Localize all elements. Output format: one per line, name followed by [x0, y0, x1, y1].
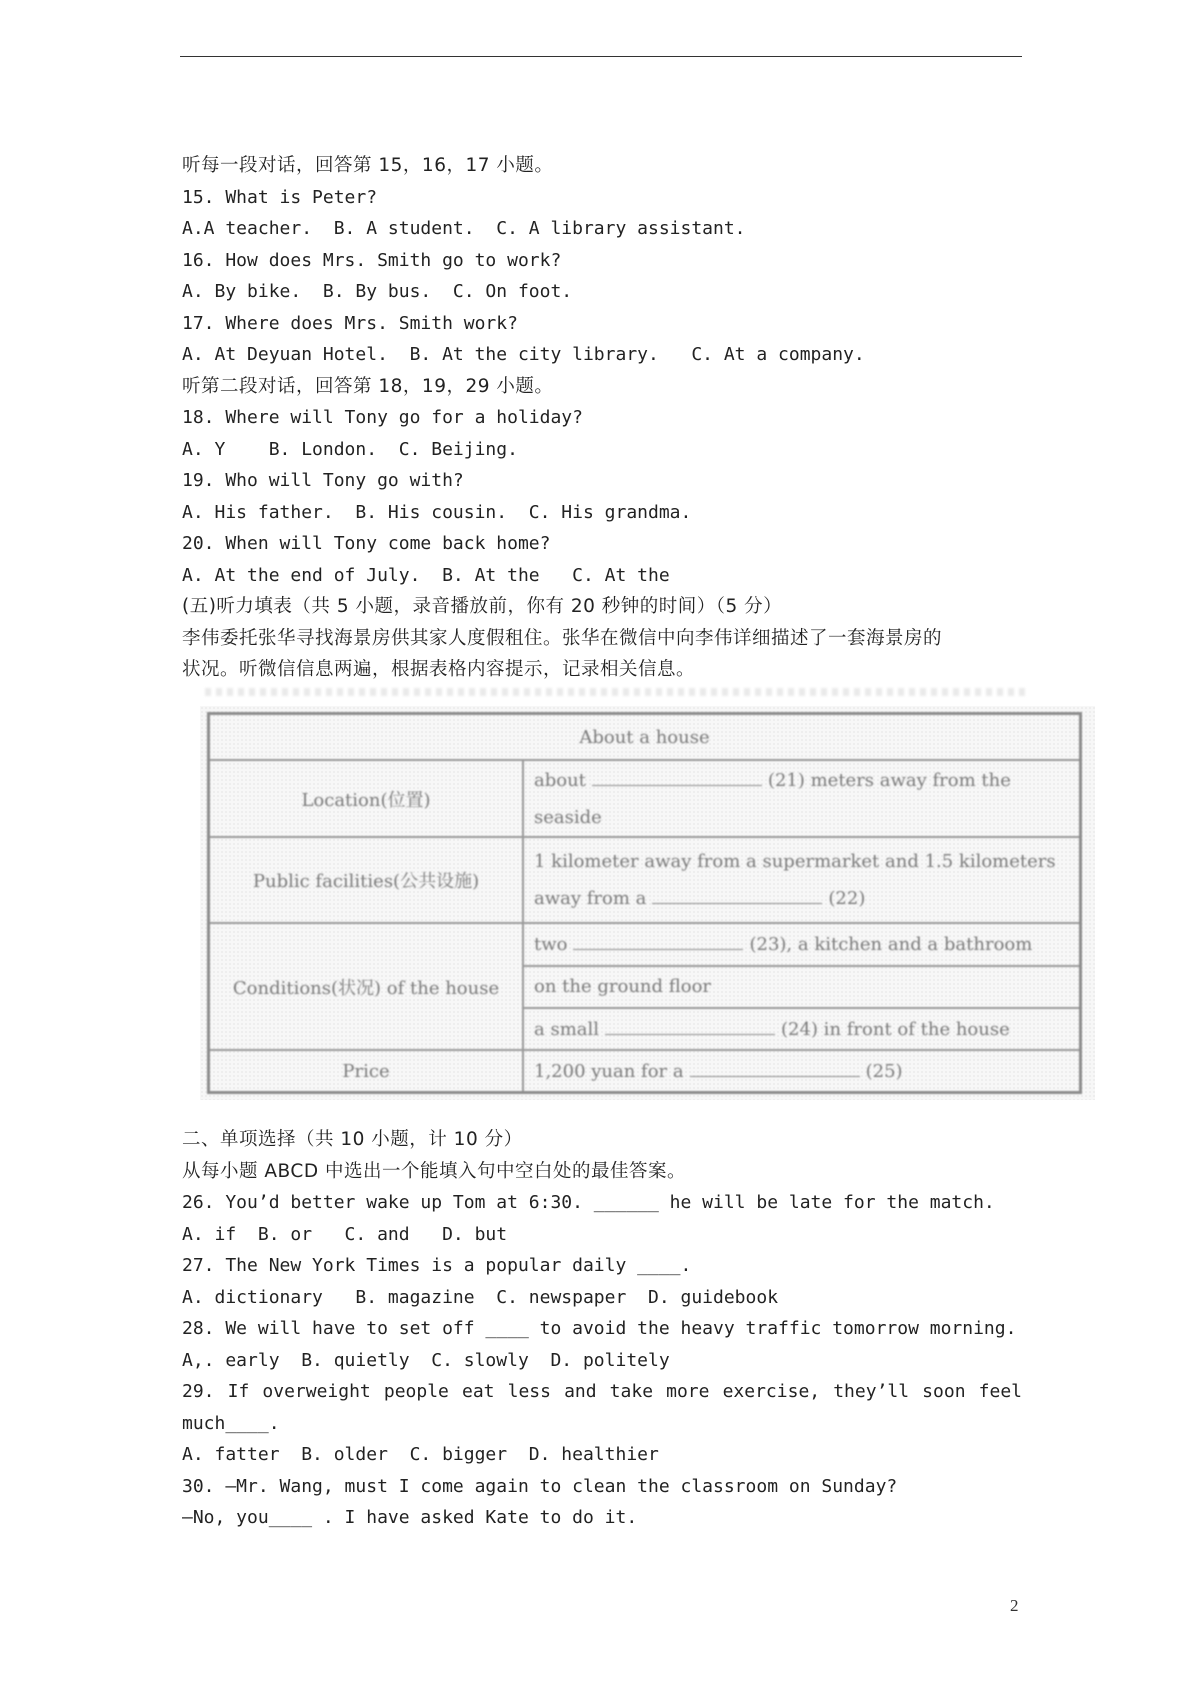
condition-rooms: two (23), a kitchen and a bathroom [523, 923, 1081, 965]
page-number: 2 [1010, 1596, 1019, 1615]
options-16: A. By bike. B. By bus. C. On foot. [182, 281, 573, 302]
section-instruction: 听第二段对话，回答第 18，19，29 小题。 [182, 375, 554, 397]
conditions-label: Conditions(状况) of the house [209, 923, 524, 1050]
answer-blank-22 [652, 887, 822, 904]
section-instruction: 听每一段对话，回答第 15，16，17 小题。 [182, 155, 554, 176]
options-26: A. if B. or C. and D. but [182, 1223, 508, 1245]
condition-floor: on the ground floor [523, 966, 1081, 1008]
question-15: 15. What is Peter? [182, 186, 378, 208]
instruction-paragraph: 状况。听微信信息两遍，根据表格内容提示，记录相关信息。 [182, 659, 696, 680]
question-20: 20. When will Tony come back home? [182, 533, 551, 554]
condition-front: a small (24) in front of the house [523, 1008, 1081, 1050]
location-label: Location(位置) [209, 760, 524, 837]
question-18: 18. Where will Tony go for a holiday? [182, 407, 583, 428]
header-rule [180, 56, 1022, 57]
instruction-paragraph: 李伟委托张华寻找海景房供其家人度假租住。张华在微信中向李伟详细描述了一套海景房的 [182, 627, 943, 649]
question-29-continued: much____. [182, 1412, 280, 1434]
facilities-value: 1 kilometer away from a supermarket and 1.5 kilometers away from a (22) [523, 837, 1081, 924]
price-value: 1,200 yuan for a (25) [523, 1050, 1081, 1092]
scan-artifact [205, 688, 1025, 696]
question-30: 30. —Mr. Wang, must I come again to clean the classroom on Sunday? [182, 1475, 898, 1497]
options-17: A. At Deyuan Hotel. B. At the city library. C. At a company. [182, 344, 865, 365]
answer-30: —No, you____ . I have asked Kate to do it. [182, 1507, 638, 1528]
section-heading: 二、单项选择（共 10 小题，计 10 分） [182, 1129, 523, 1150]
section-heading: (五)听力填表（共 5 小题，录音播放前，你有 20 秒钟的时间）（5 分） [182, 596, 783, 617]
question-27: 27. The New York Times is a popular daily ____. [182, 1255, 692, 1276]
options-19: A. His father. B. His cousin. C. His grandma. [182, 501, 692, 523]
answer-blank-25 [690, 1060, 860, 1077]
house-table-image [200, 706, 1095, 1100]
question-26: 26. You’d better wake up Tom at 6:30. ______ he will be late for the match. [182, 1192, 995, 1213]
options-15: A.A teacher. B. A student. C. A library assistant. [182, 218, 746, 239]
table-title: About a house [209, 714, 1081, 761]
question-16: 16. How does Mrs. Smith go to work? [182, 249, 562, 271]
answer-blank-23 [573, 933, 743, 950]
question-block-listening [182, 150, 1022, 686]
options-27: A. dictionary B. magazine C. newspaper D. guidebook [182, 1286, 779, 1308]
question-block-choice [182, 1124, 1022, 1534]
question-29: 29. If overweight people eat less and take more exercise, they’ll soon feel [182, 1381, 1022, 1402]
options-20: A. At the end of July. B. At the C. At the [182, 564, 670, 586]
options-18: A. Y B. London. C. Beijing. [182, 438, 518, 460]
section-instruction: 从每小题 ABCD 中选出一个能填入句中空白处的最佳答案。 [182, 1160, 686, 1182]
question-17: 17. Where does Mrs. Smith work? [182, 312, 518, 334]
question-19: 19. Who will Tony go with? [182, 470, 464, 491]
house-table [207, 712, 1082, 1094]
price-label: Price [209, 1050, 524, 1092]
question-28: 28. We will have to set off ____ to avoid the heavy traffic tomorrow morning. [182, 1318, 1017, 1339]
options-28: A,. early B. quietly C. slowly D. politely [182, 1349, 670, 1371]
location-value: about (21) meters away from the seaside [523, 760, 1081, 837]
options-29: A. fatter B. older C. bigger D. healthier [182, 1444, 659, 1465]
facilities-label: Public facilities(公共设施) [209, 837, 524, 924]
answer-blank-21 [592, 769, 762, 786]
answer-blank-24 [605, 1018, 775, 1035]
